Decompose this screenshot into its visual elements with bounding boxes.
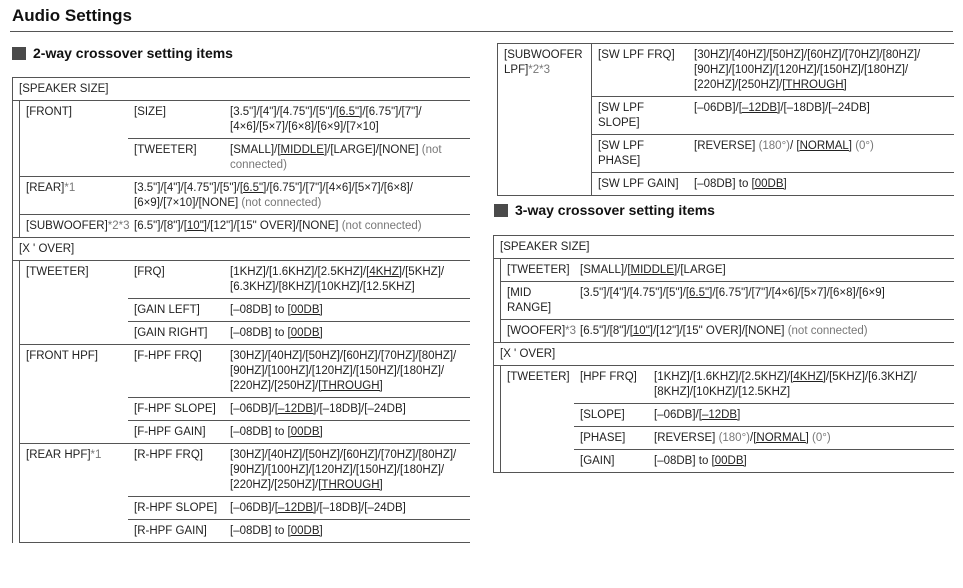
front-tweeter-values: [SMALL]/[MIDDLE]/[LARGE]/[NONE] (not connected): [230, 144, 442, 171]
3w-woofer-values: [6.5"]/[8"]/[10"]/[12"]/[15" OVER]/[NONE] (not connected): [580, 325, 868, 337]
3w-xtweeter-label: [TWEETER]: [507, 371, 570, 383]
front-label: [FRONT]: [26, 106, 72, 118]
3w-xover-group: [494, 366, 954, 473]
3w-slope-row: [574, 404, 954, 427]
rear-row: [19, 177, 470, 215]
3w-hpf-frq-values: [1KHZ]/[1.6KHZ]/[2.5KHZ]/[4KHZ]/[5KHZ]/[6.3KHZ]/ [8KHZ]/[10KHZ]/[12.5KHZ]: [654, 371, 917, 398]
3w-phase-label: [PHASE]: [580, 432, 626, 444]
3w-gain-values: [–08DB] to [00DB]: [654, 455, 747, 467]
front-size-values: [3.5"]/[4"]/[4.75"]/[5"]/[6.5"]/[6.75"]/[7"]/ [4×6]/[5×7]/[6×8]/[6×9]/[7×10]: [230, 106, 422, 133]
f-hpf-frq-row: [128, 345, 470, 398]
tweeter-gain-right-row: [128, 322, 470, 344]
sw-lpf-slope-row: [592, 97, 954, 135]
subwoofer-label: [SUBWOOFER]*2*3: [26, 220, 130, 232]
tweeter-group: [19, 261, 470, 345]
r-hpf-slope-values: [–06DB]/[–12DB]/[–18DB]/[–24DB]: [230, 502, 406, 514]
3w-gain-label: [GAIN]: [580, 455, 615, 467]
tweeter-frq-values: [1KHZ]/[1.6KHZ]/[2.5KHZ]/[4KHZ]/[5KHZ]/ [6.3KHZ]/[8KHZ]/[10KHZ]/[12.5KHZ]: [230, 266, 445, 293]
gain-right-label: [GAIN RIGHT]: [134, 327, 208, 339]
subwoofer-values: [6.5"]/[8"]/[10"]/[12"]/[15" OVER]/[NONE] (not connected): [134, 220, 422, 232]
3w-mid-values: [3.5"]/[4"]/[4.75"]/[5"]/[6.5"]/[6.75"]/[7"]/[4×6]/[5×7]/[6×8]/[6×9]: [580, 287, 885, 299]
rear-values: [3.5"]/[4"]/[4.75"]/[5"]/[6.5"]/[6.75"]/[7"]/[4×6]/[5×7]/[6×8]/ [6×9]/[7×10]/[NONE] (not connected): [134, 182, 413, 209]
sw-lpf-slope-label: [SW LPF SLOPE]: [598, 102, 645, 129]
page-title: Audio Settings: [12, 6, 132, 25]
3w-woofer-label: [WOOFER]*3: [507, 325, 577, 337]
3w-phase-values: [REVERSE] (180°)/[NORMAL] (0°): [654, 432, 831, 444]
f-hpf-slope-values: [–06DB]/[–12DB]/[–18DB]/[–24DB]: [230, 403, 406, 415]
f-hpf-slope-label: [F-HPF SLOPE]: [134, 403, 216, 415]
f-hpf-slope-row: [128, 398, 470, 421]
front-tweeter-row: [128, 139, 470, 176]
tweeter-frq-label: [FRQ]: [134, 266, 165, 278]
3w-hpf-frq-label: [HPF FRQ]: [580, 371, 637, 383]
tweeter-frq-row: [128, 261, 470, 299]
f-hpf-gain-values: [–08DB] to [00DB]: [230, 426, 323, 438]
three-way-heading-text: 3-way crossover setting items: [515, 202, 715, 218]
front-tweeter-label: [TWEETER]: [134, 144, 197, 156]
r-hpf-gain-values: [–08DB] to [00DB]: [230, 525, 323, 537]
speaker-size-group: [13, 101, 470, 238]
two-way-heading: [12, 45, 233, 61]
3w-xtweeter-group: [500, 366, 954, 472]
front-size-row: [128, 101, 470, 139]
sw-lpf-frq-row: [592, 44, 954, 97]
f-hpf-frq-values: [30HZ]/[40HZ]/[50HZ]/[60HZ]/[70HZ]/[80HZ]/ [90HZ]/[100HZ]/[120HZ]/[150HZ]/[180HZ]/ [220HZ]/[250HZ]/[THROUGH]: [230, 350, 457, 392]
3w-phase-row: [574, 427, 954, 450]
sw-lpf-phase-row: [592, 135, 954, 173]
r-hpf-frq-row: [128, 444, 470, 497]
3w-tweeter-label: [TWEETER]: [507, 264, 570, 276]
front-group: [19, 101, 470, 177]
sw-lpf-gain-values: [–08DB] to [00DB]: [694, 178, 787, 190]
3w-mid-label: [MID RANGE]: [507, 287, 552, 314]
3w-tweeter-values: [SMALL]/[MIDDLE]/[LARGE]: [580, 264, 726, 276]
three-way-heading: [494, 202, 715, 218]
3w-mid-row: [500, 282, 954, 320]
sw-lpf-phase-values: [REVERSE] (180°)/ [NORMAL] (0°): [694, 140, 874, 152]
3w-gain-row: [574, 450, 954, 472]
front-size-label: [SIZE]: [134, 106, 166, 118]
gain-left-label: [GAIN LEFT]: [134, 304, 200, 316]
three-way-speaker-size-header: [SPEAKER SIZE]: [494, 236, 954, 259]
sw-lpf-slope-values: [–06DB]/[–12DB]/[–18DB]/[–24DB]: [694, 102, 870, 114]
r-hpf-frq-label: [R-HPF FRQ]: [134, 449, 203, 461]
title-rule: [10, 31, 953, 32]
two-way-heading-text: 2-way crossover setting items: [33, 45, 233, 61]
sw-lpf-frq-values: [30HZ]/[40HZ]/[50HZ]/[60HZ]/[70HZ]/[80HZ]/ [90HZ]/[100HZ]/[120HZ]/[150HZ]/[180HZ]/ [220HZ]/[250HZ]/[THROUGH]: [694, 49, 921, 91]
xover-header: [X ' OVER]: [13, 238, 470, 261]
rear-label: [REAR]*1: [26, 182, 76, 194]
xover-group: [13, 261, 470, 543]
subwoofer-lpf-label: [SUBWOOFER LPF]*2*3: [504, 49, 583, 76]
r-hpf-gain-label: [R-HPF GAIN]: [134, 525, 207, 537]
sw-lpf-gain-row: [592, 173, 954, 195]
front-hpf-label: [FRONT HPF]: [26, 350, 98, 362]
subwoofer-row: [19, 215, 470, 237]
3w-slope-label: [SLOPE]: [580, 409, 625, 421]
gain-left-values: [–08DB] to [00DB]: [230, 304, 323, 316]
r-hpf-slope-label: [R-HPF SLOPE]: [134, 502, 218, 514]
f-hpf-gain-row: [128, 421, 470, 443]
speaker-size-header: [SPEAKER SIZE]: [13, 78, 470, 101]
r-hpf-gain-row: [128, 520, 470, 542]
front-hpf-group: [19, 345, 470, 444]
tweeter-gain-left-row: [128, 299, 470, 322]
three-way-table: [493, 235, 954, 473]
3w-xover-header: [X ' OVER]: [494, 343, 954, 366]
sw-lpf-gain-label: [SW LPF GAIN]: [598, 178, 679, 190]
section-square-icon: [494, 204, 508, 217]
3w-woofer-row: [500, 320, 954, 342]
f-hpf-gain-label: [F-HPF GAIN]: [134, 426, 206, 438]
r-hpf-slope-row: [128, 497, 470, 520]
3w-hpf-frq-row: [574, 366, 954, 404]
two-way-table: [12, 77, 470, 543]
3w-slope-values: [–06DB]/[–12DB]: [654, 409, 741, 421]
sw-lpf-frq-label: [SW LPF FRQ]: [598, 49, 675, 61]
sw-lpf-phase-label: [SW LPF PHASE]: [598, 140, 645, 167]
f-hpf-frq-label: [F-HPF FRQ]: [134, 350, 202, 362]
three-way-speaker-group: [494, 259, 954, 343]
subwoofer-lpf-table: [497, 43, 954, 196]
3w-tweeter-row: [500, 259, 954, 282]
tweeter-label: [TWEETER]: [26, 266, 89, 278]
gain-right-values: [–08DB] to [00DB]: [230, 327, 323, 339]
rear-hpf-group: [19, 444, 470, 543]
r-hpf-frq-values: [30HZ]/[40HZ]/[50HZ]/[60HZ]/[70HZ]/[80HZ]/ [90HZ]/[100HZ]/[120HZ]/[150HZ]/[180HZ]/ [220HZ]/[250HZ]/[THROUGH]: [230, 449, 457, 491]
rear-hpf-label: [REAR HPF]*1: [26, 449, 102, 461]
section-square-icon: [12, 47, 26, 60]
